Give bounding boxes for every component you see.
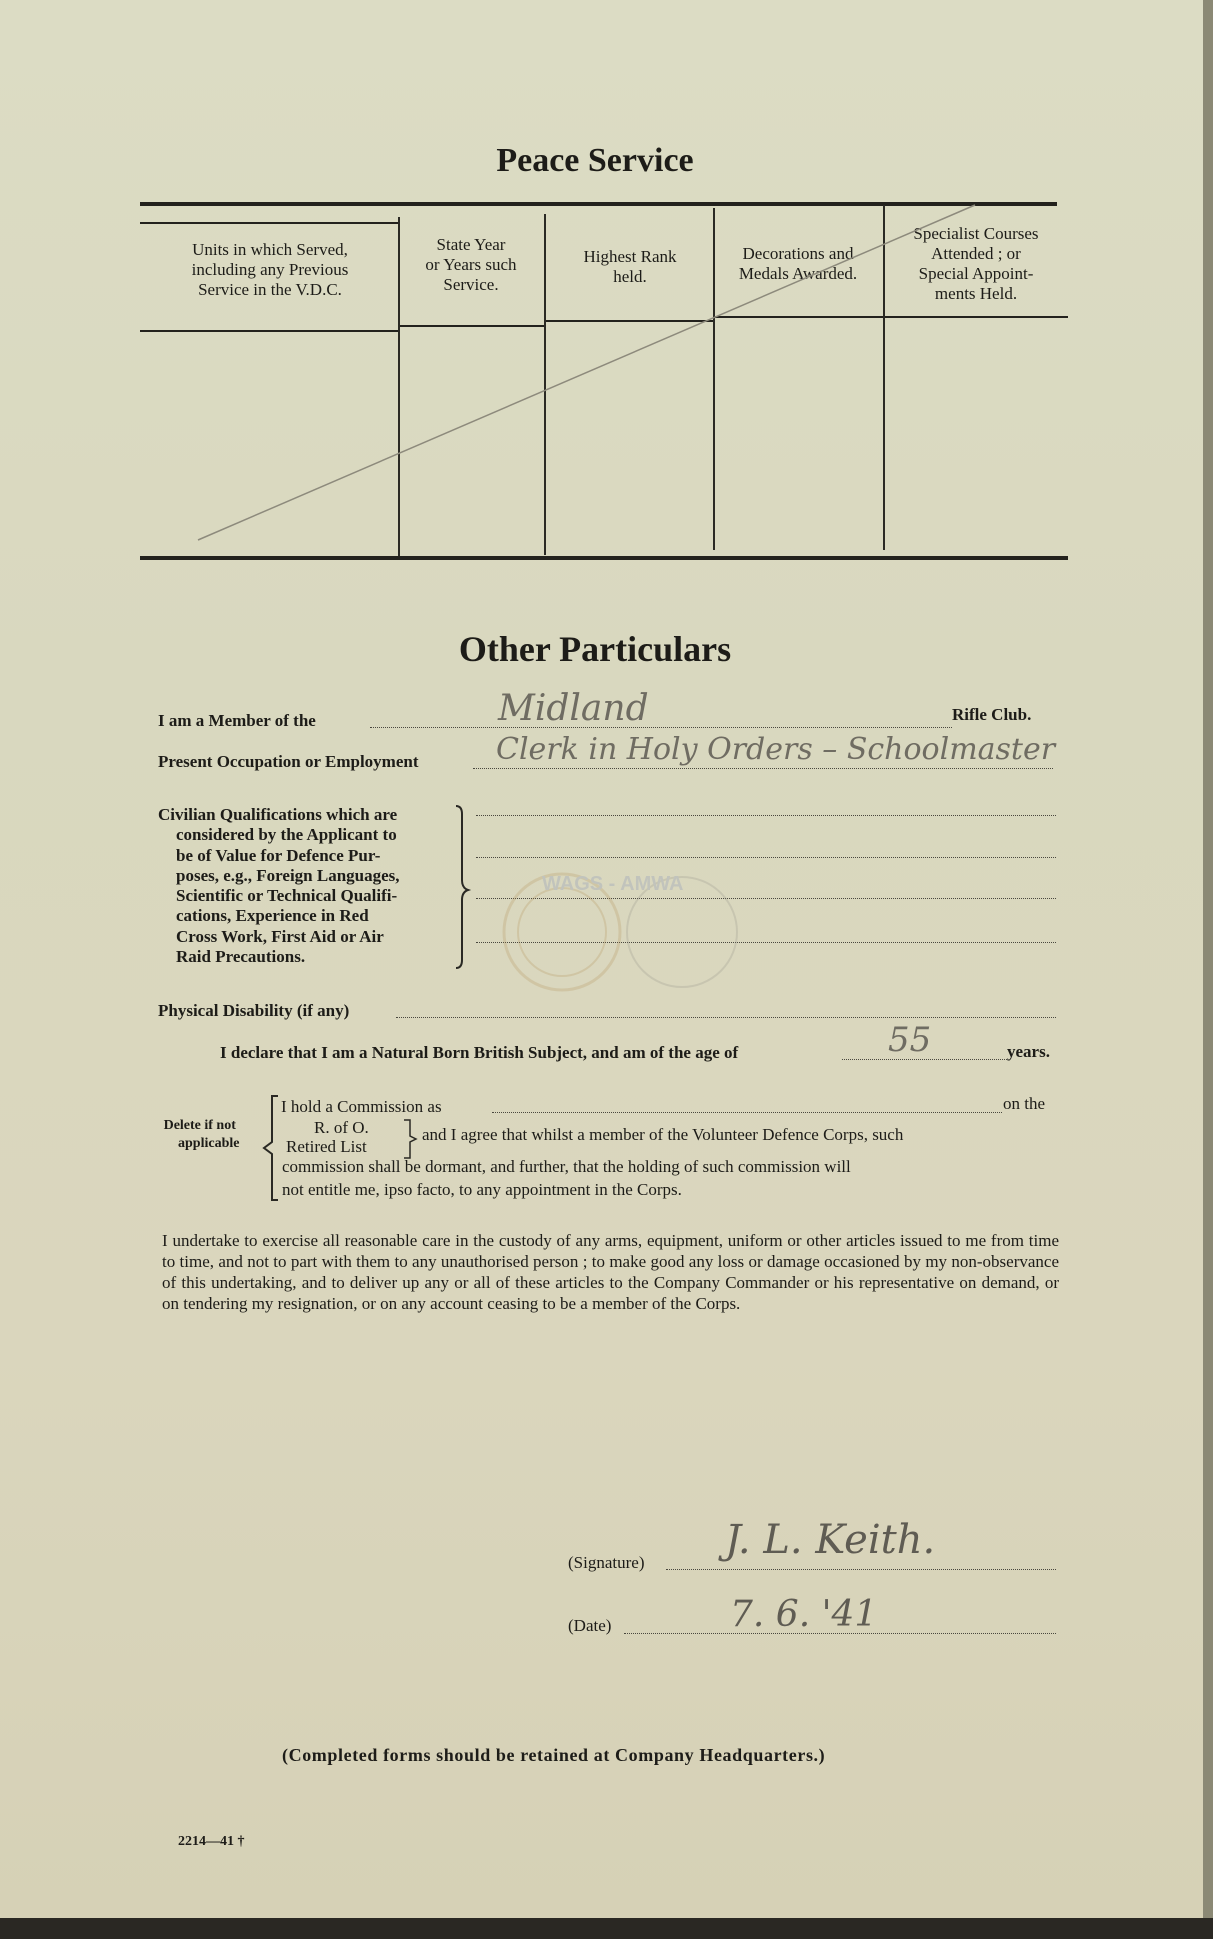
footer-note: (Completed forms should be retained at Company Headquarters.)	[282, 1745, 826, 1765]
form-number: 2214—41 †	[178, 1834, 245, 1849]
physical-disability-label: Physical Disability (if any)	[158, 1001, 350, 1020]
peace-service-title: Peace Service	[496, 142, 694, 179]
col-header-units: Units in which Served, including any Previous Service in the V.D.C.	[191, 240, 349, 299]
watermark-text: WAGS - AMWA	[542, 873, 684, 895]
delete-if-not-applicable-note: Delete if not applicable	[163, 1118, 240, 1151]
ro-brace	[400, 1118, 424, 1160]
commission-label: I hold a Commission as	[281, 1097, 442, 1116]
signature-value: J. L. Keith.	[725, 1517, 936, 1563]
date-value: 7. 6. '41	[730, 1594, 878, 1635]
member-dotted-line	[370, 727, 952, 728]
occupation-value: Clerk in Holy Orders – Schoolmaster	[496, 732, 1056, 767]
watermark-stamp	[492, 870, 752, 1000]
col-header-decorations: Decorations and Medals Awarded.	[738, 244, 858, 283]
col-header-years: State Year or Years such Service.	[425, 235, 517, 294]
reserve-of-officers-label: R. of O.	[314, 1118, 369, 1137]
occupation-label: Present Occupation or Employment	[158, 752, 419, 771]
col-header-specialist: Specialist Courses Attended ; or Special Appoint- ments Held.	[913, 224, 1039, 303]
col-header-rank: Highest Rank held.	[583, 247, 677, 286]
signature-label: (Signature)	[568, 1553, 645, 1572]
on-the-label: on the	[1003, 1094, 1046, 1113]
civilian-qualifications-label: Civilian Qualifications which are considered by the Applicant to be of Value for Defence Pur- poses, e.g., Foreign Languages, Scientific or Technical Qualifi- cations, Experience in Red Cross Work, First Aid or Air Raid Precautions.	[158, 805, 400, 967]
years-label: years.	[1007, 1042, 1050, 1061]
commission-text-line-3: commission shall be dormant, and further, that the holding of such commission will	[282, 1157, 851, 1176]
retired-list-label: Retired List	[286, 1137, 367, 1156]
commission-text-line-4: not entitle me, ipso facto, to any appointment in the Corps.	[282, 1180, 682, 1199]
strike-through-line	[0, 0, 1213, 700]
member-value: Midland	[498, 688, 649, 729]
member-label: I am a Member of the	[158, 711, 316, 730]
declaration-label: I declare that I am a Natural Born British Subject, and am of the age of	[220, 1043, 739, 1062]
civilian-brace	[450, 800, 480, 975]
civilian-line-1	[476, 815, 1056, 816]
date-label: (Date)	[568, 1616, 612, 1635]
rifle-club-label: Rifle Club.	[952, 705, 1032, 724]
agree-text: and I agree that whilst a member of the Volunteer Defence Corps, such	[422, 1125, 904, 1144]
disability-dotted-line	[396, 1017, 1056, 1018]
age-value: 55	[888, 1020, 932, 1060]
other-particulars-title: Other Particulars	[458, 629, 732, 669]
commission-dotted-line	[492, 1112, 1002, 1113]
page-edge-bottom	[0, 1918, 1213, 1939]
undertaking-paragraph: I undertake to exercise all reasonable care in the custody of any arms, equipment, uniform or other articles issued to me from time to time, and not to part with them to any unauthorised person ; to make good any loss or damage occasioned by my non-observance of this undertaking, and to deliver up any or all of these articles to the Company Commander or his representative on demand, or on tendering my resignation, or on any account ceasing to be a member of the Corps.	[162, 1231, 1059, 1313]
civilian-line-2	[476, 857, 1056, 858]
occupation-dotted-line	[473, 768, 1053, 769]
signature-dotted-line	[666, 1569, 1056, 1570]
